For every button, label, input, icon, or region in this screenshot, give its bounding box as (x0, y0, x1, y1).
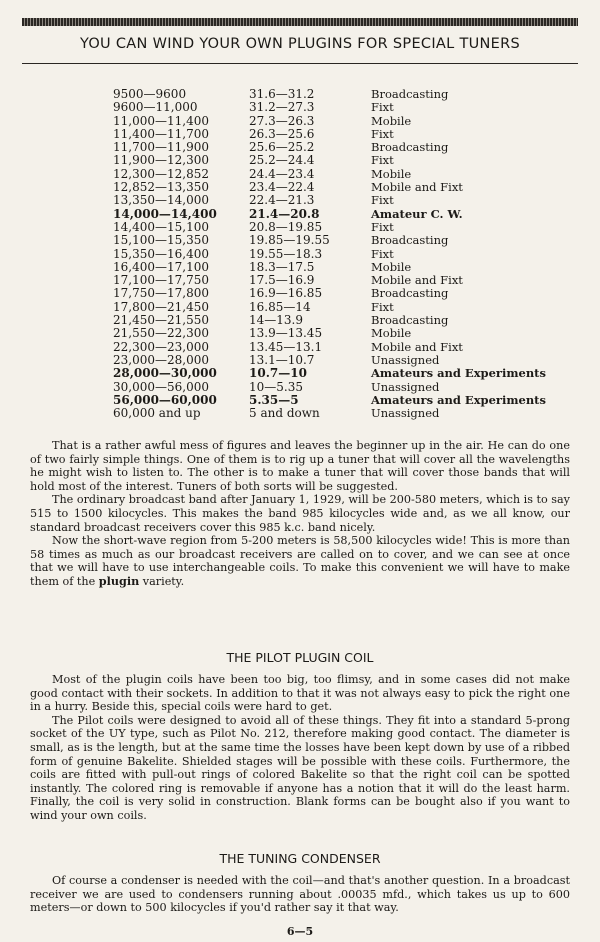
service-cell: Amateur C. W. (371, 206, 463, 221)
meters-cell: 18.3—17.5 (249, 259, 315, 274)
service-cell: Mobile (371, 166, 412, 181)
section-heading-condenser: THE TUNING CONDENSER (219, 851, 381, 866)
service-cell: Mobile (371, 259, 412, 274)
service-cell: Mobile and Fixt (371, 273, 463, 288)
service-cell: Broadcasting (371, 140, 449, 155)
meters-cell: 22.4—21.3 (249, 193, 315, 208)
service-cell: Fixt (371, 299, 394, 314)
paragraph: Of course a condenser is needed with the coil—and that's another question. In a broadcast receiver we are used to condensers running about .00035 mfd., which takes us up to 600 meters—or down to 500 kilocycles if you'd rather say it that way. (30, 874, 570, 915)
service-cell: Fixt (371, 126, 394, 141)
service-cell: Fixt (371, 153, 394, 168)
meters-cell: 19.85—19.55 (249, 233, 330, 248)
meters-cell: 10—5.35 (249, 379, 303, 394)
table-row (113, 327, 561, 340)
table-row (113, 367, 561, 380)
service-cell: Amateurs and Experiments (371, 366, 546, 381)
table-row (113, 141, 561, 154)
condenser-text (30, 874, 570, 915)
table-row (113, 381, 561, 394)
kilocycles-cell: 17,750—17,800 (113, 286, 209, 301)
meters-cell: 17.5—16.9 (249, 273, 315, 288)
kilocycles-cell: 9500—9600 (113, 87, 187, 101)
frequency-table (113, 88, 561, 420)
table-row (113, 115, 561, 128)
kilocycles-cell: 22,300—23,000 (113, 339, 209, 354)
meters-cell: 13.9—13.45 (249, 326, 323, 341)
kilocycles-cell: 11,400—11,700 (113, 126, 209, 141)
service-cell: Broadcasting (371, 313, 449, 328)
service-cell: Unassigned (371, 379, 440, 394)
service-cell: Mobile (371, 113, 412, 128)
kilocycles-cell: 11,000—11,400 (113, 113, 209, 128)
meters-cell: 5.35—5 (249, 392, 299, 407)
table-row (113, 354, 561, 367)
table-row (113, 314, 561, 327)
table-row (113, 234, 561, 247)
table-row (113, 221, 561, 234)
table-row (113, 101, 561, 114)
meters-cell: 24.4—23.4 (249, 166, 315, 181)
service-cell: Unassigned (371, 352, 440, 367)
meters-cell: 5 and down (249, 406, 320, 421)
service-cell: Unassigned (371, 406, 440, 421)
kilocycles-cell: 17,100—17,750 (113, 273, 209, 288)
meters-cell: 31.2—27.3 (249, 100, 315, 115)
kilocycles-cell: 14,400—15,100 (113, 219, 209, 234)
intro-text (30, 439, 570, 589)
meters-cell: 31.6—31.2 (249, 87, 315, 101)
table-row (113, 194, 561, 207)
service-cell: Mobile (371, 326, 412, 341)
section-heading-pilot: THE PILOT PLUGIN COIL (226, 650, 374, 665)
meters-cell: 13.1—10.7 (249, 352, 315, 367)
table-row (113, 154, 561, 167)
table-row (113, 287, 561, 300)
page-number: 6—5 (286, 925, 314, 938)
table-row (113, 341, 561, 354)
kilocycles-cell: 21,450—21,550 (113, 313, 209, 328)
kilocycles-cell: 17,800—21,450 (113, 299, 209, 314)
paragraph: Now the short-wave region from 5-200 meters is 58,500 kilocycles wide! This is more than 58 times as much as our broadcast receivers are called on to cover, and we can see at once that we will have to use interchangeable coils. To make this convenient we will have to make them of the plugin variety. (30, 534, 570, 588)
table-row (113, 168, 561, 181)
service-cell: Broadcasting (371, 87, 449, 101)
meters-cell: 20.8—19.85 (249, 219, 323, 234)
kilocycles-cell: 28,000—30,000 (113, 366, 217, 381)
page-header: YOU CAN WIND YOUR OWN PLUGINS FOR SPECIAL TUNERS (79, 36, 520, 52)
table-row (113, 407, 561, 420)
pilot-text (30, 673, 570, 823)
service-cell: Fixt (371, 219, 394, 234)
meters-cell: 14—13.9 (249, 313, 303, 328)
table-row (113, 88, 561, 101)
table-row (113, 301, 561, 314)
kilocycles-cell: 30,000—56,000 (113, 379, 209, 394)
service-cell: Mobile and Fixt (371, 180, 463, 195)
table-row (113, 128, 561, 141)
kilocycles-cell: 23,000—28,000 (113, 352, 209, 367)
meters-cell: 21.4—20.8 (249, 206, 320, 221)
meters-cell: 16.85—14 (249, 299, 311, 314)
meters-cell: 26.3—25.6 (249, 126, 315, 141)
service-cell: Broadcasting (371, 286, 449, 301)
meters-cell: 13.45—13.1 (249, 339, 323, 354)
meters-cell: 10.7—10 (249, 366, 307, 381)
service-cell: Fixt (371, 193, 394, 208)
paragraph: The Pilot coils were designed to avoid all of these things. They fit into a standard 5-prong socket of the UY type, such as Pilot No. 212, therefore making good contact. The diameter is small, as is the length, but at the same time the losses have been kept down by use of a ribbed form of genuine Bakelite. Shielded stages will be possible with these coils. Furthermore, the coils are fitted with pull-out rings of colored Bakelite so that the right coil can be spotted instantly. The colored ring is removable if anyone has a notion that it will do the least harm. Finally, the coil is very solid in construction. Blank forms can be bought also if you want to wind your own coils. (30, 713, 570, 822)
meters-cell: 27.3—26.3 (249, 113, 315, 128)
service-cell: Amateurs and Experiments (371, 392, 546, 407)
kilocycles-cell: 13,350—14,000 (113, 193, 209, 208)
kilocycles-cell: 56,000—60,000 (113, 392, 217, 407)
meters-cell: 25.2—24.4 (249, 153, 315, 168)
kilocycles-cell: 15,100—15,350 (113, 233, 209, 248)
service-cell: Mobile and Fixt (371, 339, 463, 354)
table-row (113, 261, 561, 274)
kilocycles-cell: 60,000 and up (113, 406, 201, 421)
emphasis: plugin (98, 573, 140, 588)
top-border-rule (22, 18, 578, 26)
kilocycles-cell: 11,700—11,900 (113, 140, 209, 155)
kilocycles-cell: 21,550—22,300 (113, 326, 209, 341)
kilocycles-cell: 12,300—12,852 (113, 166, 209, 181)
kilocycles-cell: 12,852—13,350 (113, 180, 209, 195)
service-cell: Fixt (371, 246, 394, 261)
meters-cell: 25.6—25.2 (249, 140, 315, 155)
kilocycles-cell: 14,000—14,400 (113, 206, 217, 221)
meters-cell: 23.4—22.4 (249, 180, 315, 195)
paragraph: The ordinary broadcast band after January 1, 1929, will be 200-580 meters, which is to say 515 to 1500 kilocycles. This makes the band 985 kilocycles wide and, as we all know, our standard broadcast receivers cover this 985 k.c. band nicely. (30, 493, 571, 534)
service-cell: Broadcasting (371, 233, 449, 248)
table-row (113, 274, 561, 287)
kilocycles-cell: 15,350—16,400 (113, 246, 209, 261)
table-row (113, 208, 561, 221)
paragraph: That is a rather awful mess of figures and leaves the beginner up in the air. He can do one of two fairly simple things. One of them is to rig up a tuner that will cover all the wavelengths he might wish to listen to. The other is to make a tuner that will cover those bands that will hold most of the interest. Tuners of both sorts will be suggested. (30, 439, 570, 493)
meters-cell: 16.9—16.85 (249, 286, 323, 301)
kilocycles-cell: 11,900—12,300 (113, 153, 209, 168)
service-cell: Fixt (371, 100, 394, 115)
meters-cell: 19.55—18.3 (249, 246, 323, 261)
kilocycles-cell: 16,400—17,100 (113, 259, 209, 274)
table-row (113, 394, 561, 407)
header-rule (22, 63, 578, 64)
table-row (113, 181, 561, 194)
kilocycles-cell: 9600—11,000 (113, 100, 198, 115)
paragraph: Most of the plugin coils have been too big, too flimsy, and in some cases did not make good contact with their sockets. In addition to that it was not always easy to pick the right one in a hurry. Beside this, special coils were hard to get. (30, 673, 570, 714)
table-row (113, 248, 561, 261)
